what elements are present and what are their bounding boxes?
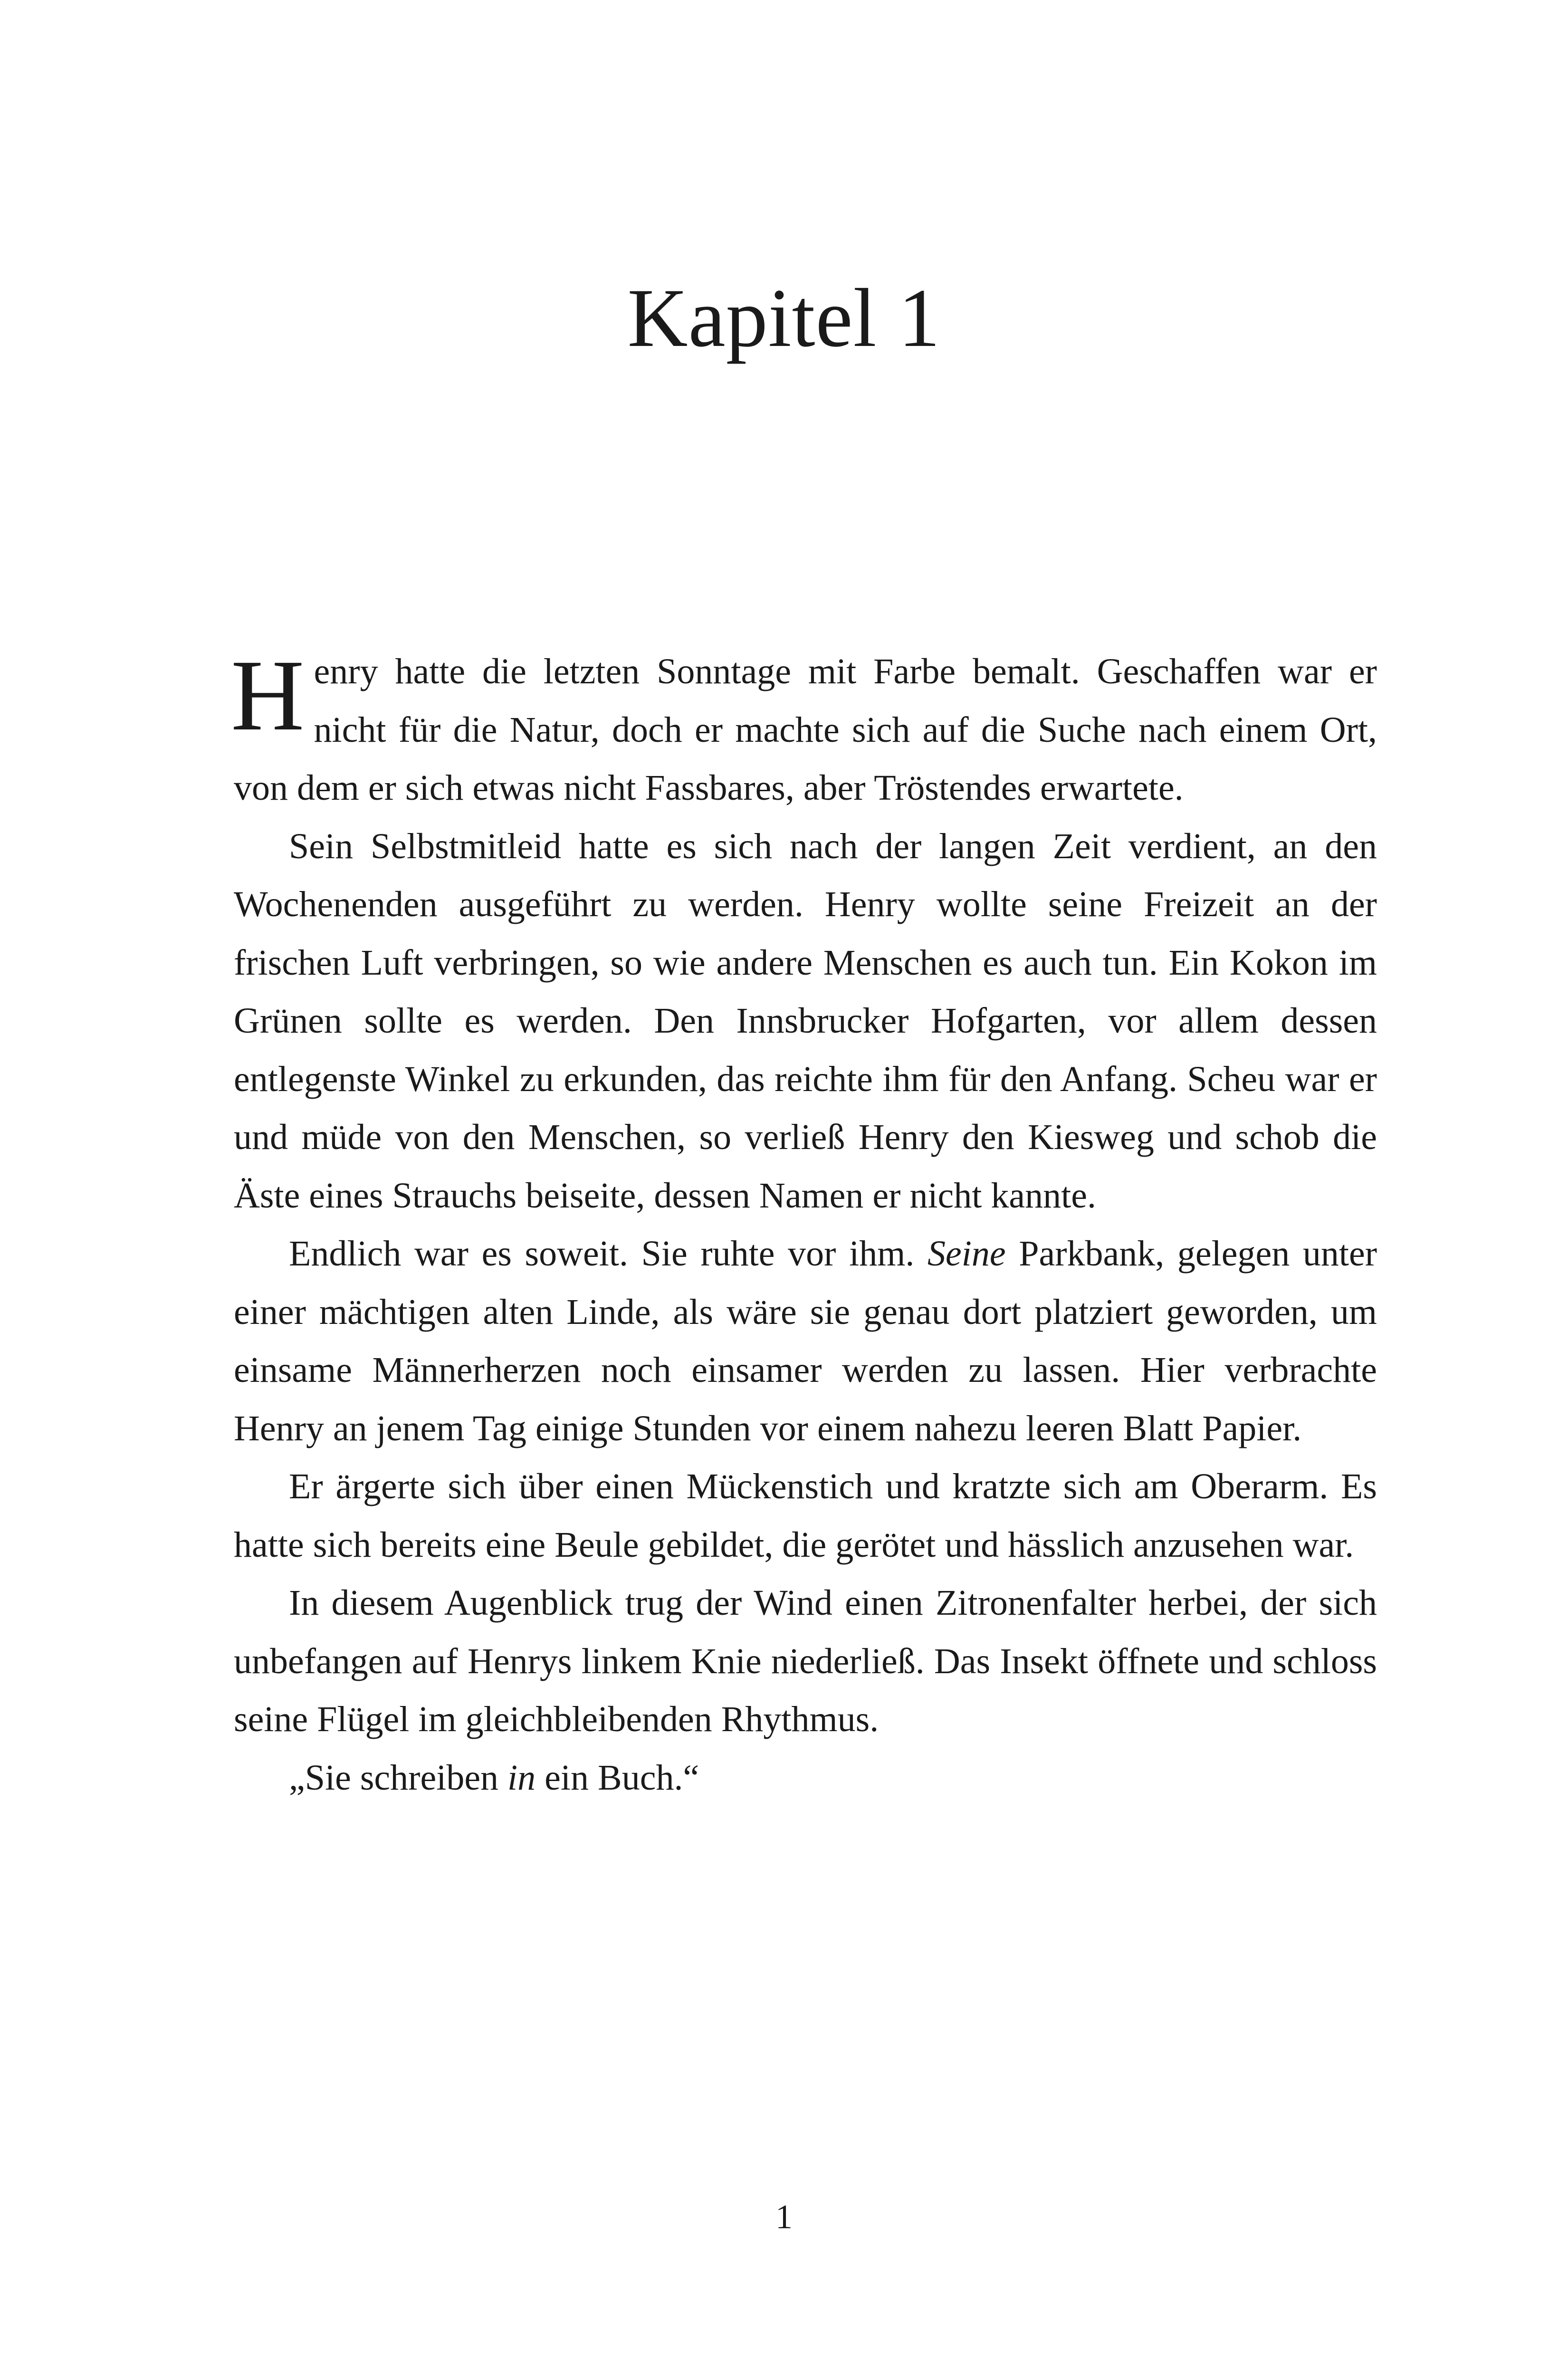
paragraph-6 (234, 1749, 1377, 1807)
paragraph-3 (234, 1225, 1377, 1457)
paragraph-3-emphasis: Seine (927, 1234, 1006, 1274)
paragraph-6-text-start: „Sie schreiben (289, 1757, 508, 1798)
paragraph-1-text: enry hatte die letzten Sonntage mit Farbe bemalt. Geschaffen war er nicht für die Natur, doch er machte sich auf die Suche nach einem Ort, von dem er sich etwas nicht Fassbares, aber Tröstendes erwartete. (234, 651, 1377, 808)
paragraph-3-text-end: Parkbank, gelegen unter einer mächtigen alten Linde, als wäre sie genau dort platziert geworden, um einsame Männerherzen noch einsamer werden zu lassen. Hier verbrachte Henry an jenem Tag einige Stunden vor einem nahezu leeren Blatt Papier. (234, 1234, 1377, 1448)
paragraph-2: Sein Selbstmitleid hatte es sich nach der langen Zeit verdient, an den Wochenenden ausgeführt zu werden. Henry wollte seine Freizeit an der frischen Luft verbringen, so wie andere Menschen es auch tun. Ein Kokon im Grünen sollte es werden. Den Innsbrucker Hofgarten, vor allem dessen entlegenste Winkel zu erkunden, das reichte ihm für den Anfang. Scheu war er und müde von den Menschen, so verließ Henry den Kiesweg und schob die Äste eines Strauchs beiseite, dessen Namen er nicht kannte. (234, 826, 1377, 1216)
paragraph-6-emphasis: in (507, 1757, 536, 1798)
chapter-title: Kapitel 1 (627, 272, 941, 364)
drop-cap: H (231, 639, 305, 752)
paragraph-1 (231, 639, 1377, 817)
body-text (231, 639, 1377, 1807)
paragraph-3-text-start: Endlich war es soweit. Sie ruhte vor ihm. (289, 1234, 927, 1274)
page-number: 1 (775, 2198, 793, 2236)
paragraph-5: In diesem Augenblick trug der Wind einen Zitronenfalter herbei, der sich unbefangen auf Henrys linkem Knie niederließ. Das Insekt öffnete und schloss seine Flügel im gleichbleibenden Rhythmus. (234, 1583, 1377, 1739)
paragraph-4: Er ärgerte sich über einen Mückenstich und kratzte sich am Oberarm. Es hatte sich bereits eine Beule gebildet, die gerötet und hässlich anzusehen war. (234, 1466, 1377, 1565)
paragraph-6-text-end: ein Buch.“ (535, 1757, 699, 1798)
